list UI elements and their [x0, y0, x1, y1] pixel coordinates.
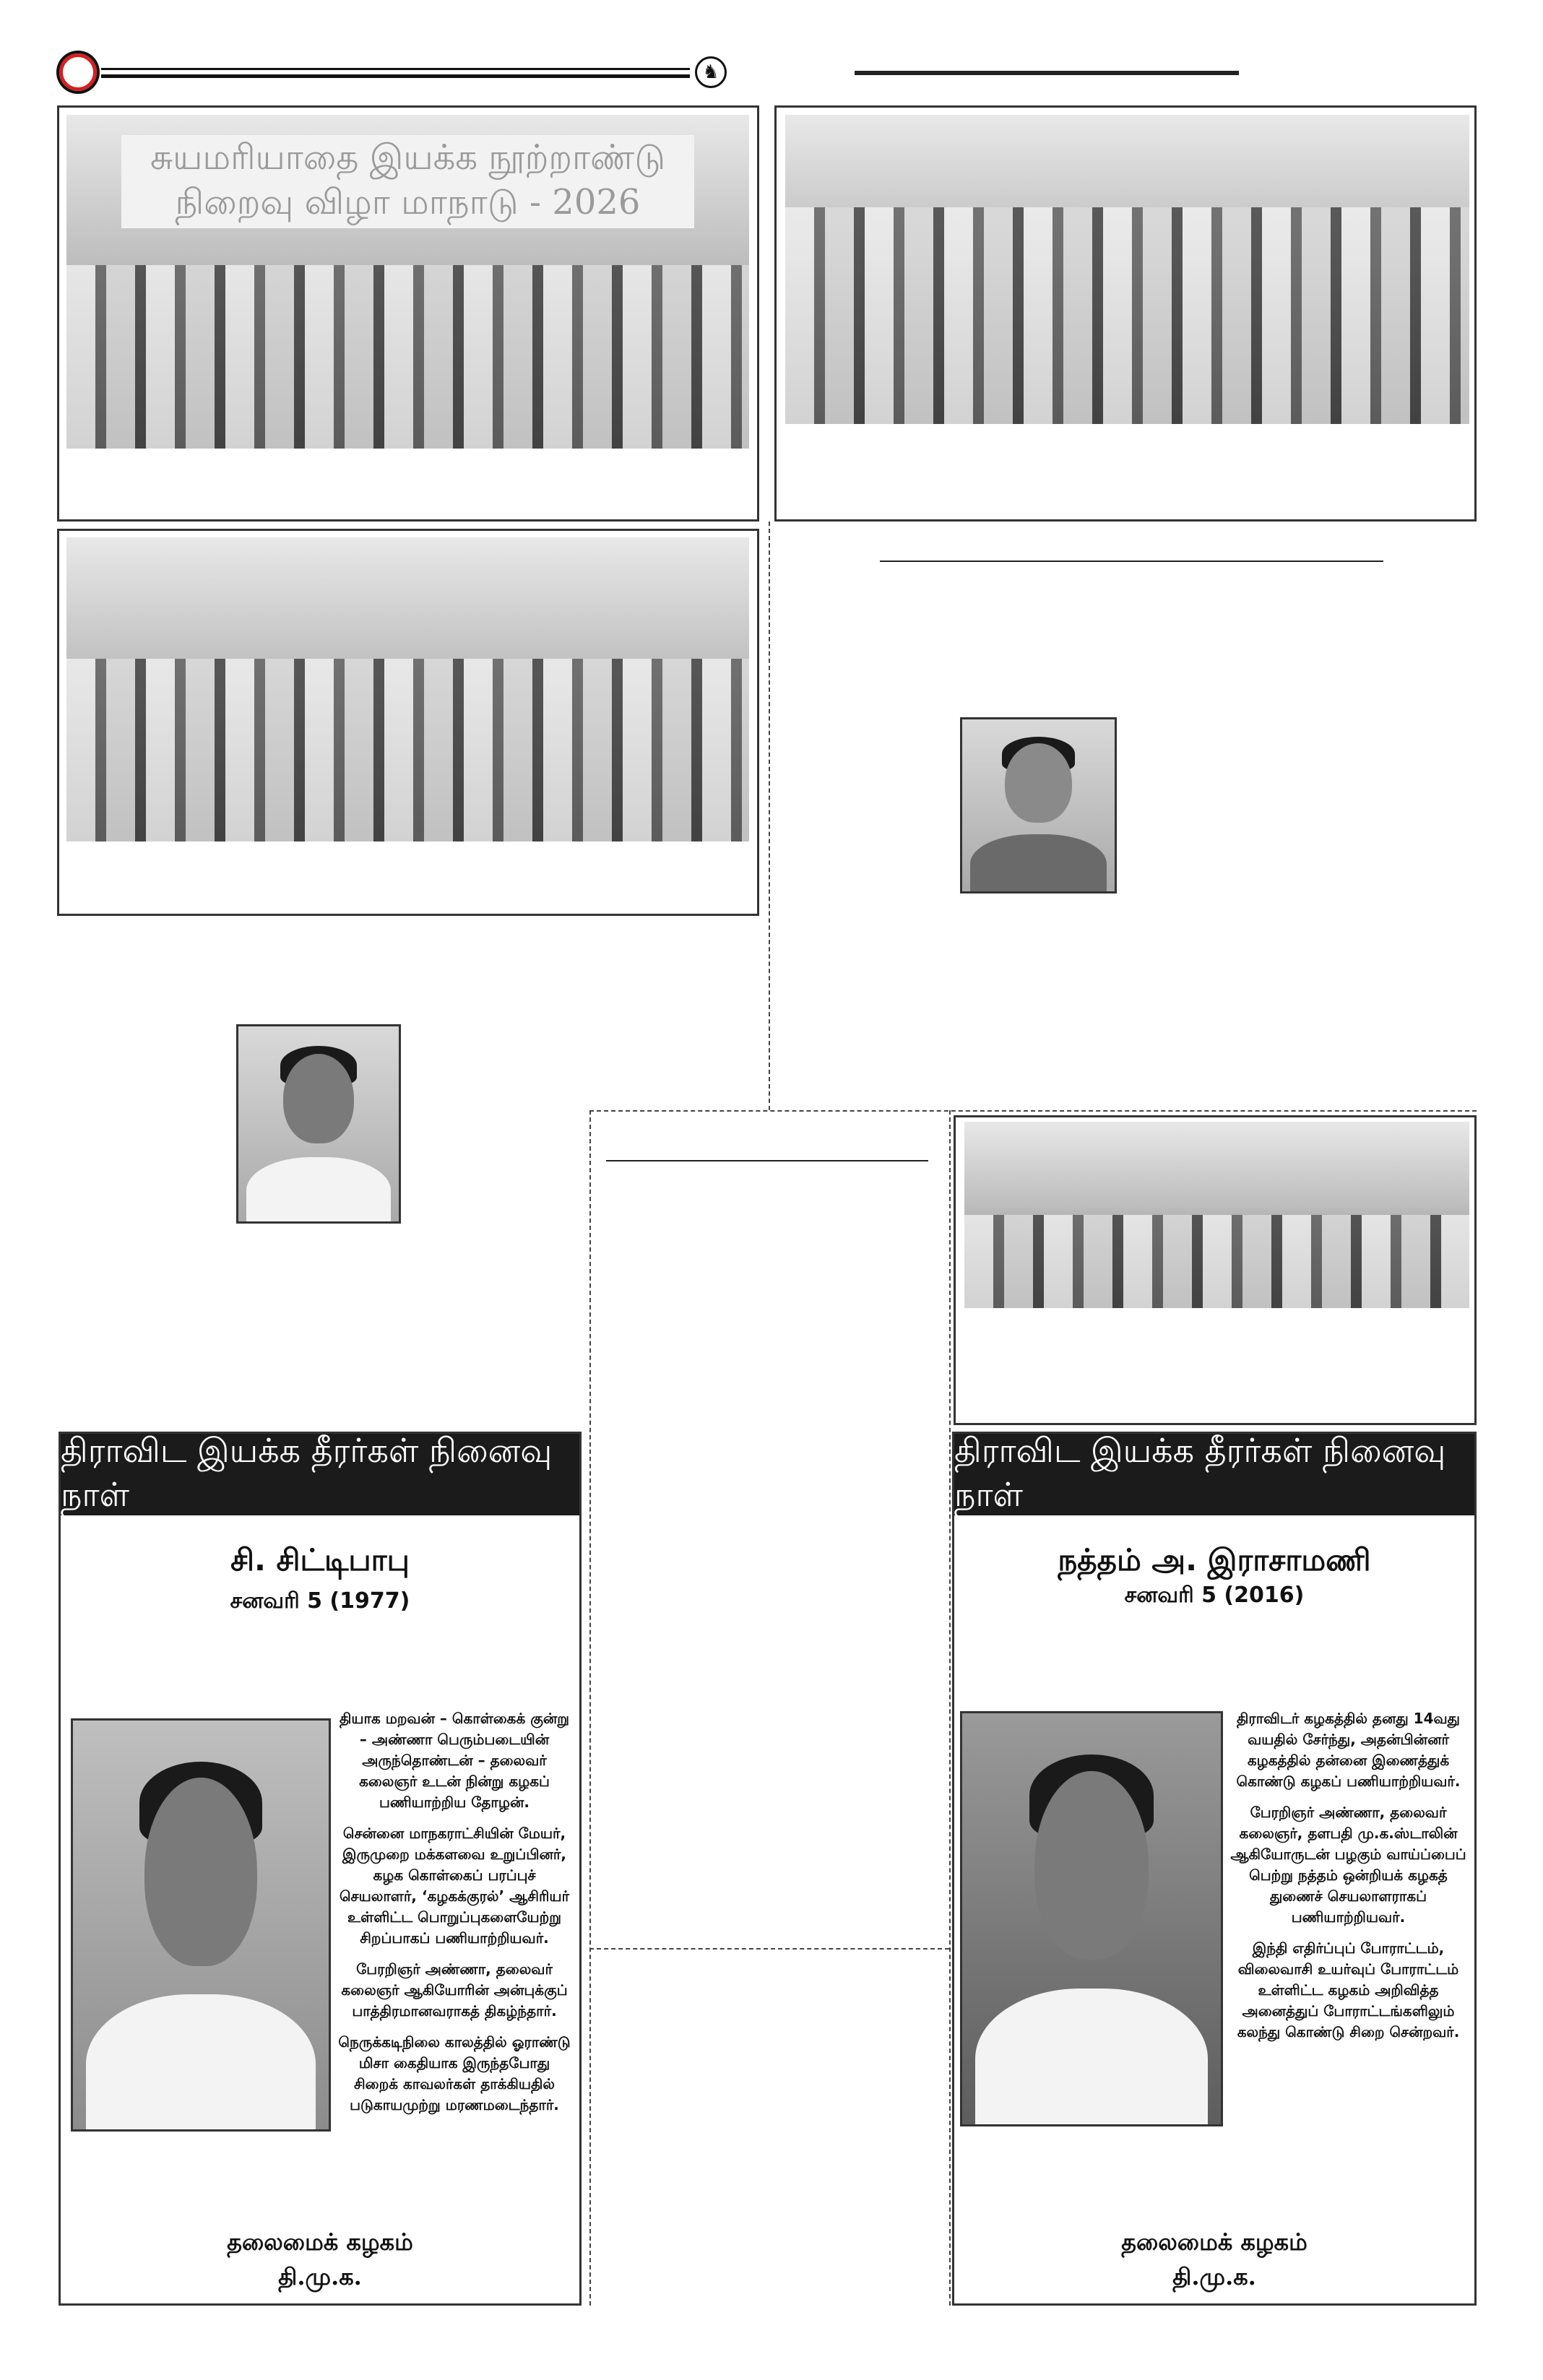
memorial-heading: திராவிட இயக்க தீரர்கள் நினைவு நாள் [954, 1434, 1474, 1515]
memorial-footer-party: தி.மு.க. [278, 2263, 362, 2290]
photo-banner-text: சுயமரியாதை இயக்க நூற்றாண்டு நிறைவு விழா மாநாடு - 2026 [121, 135, 695, 228]
event-photo-hall-meeting [964, 1122, 1469, 1308]
red-ring-icon [59, 53, 97, 91]
column-rule [880, 561, 1383, 562]
event-photo-conference [66, 115, 749, 449]
memorial-footer-org: தலைமைக் கழகம் [1121, 2228, 1308, 2256]
memorial-footer-party: தி.மு.க. [1172, 2263, 1256, 2290]
memorial-portrait [960, 1711, 1223, 2126]
header-double-rule [101, 68, 690, 78]
bio-paragraph: நெருக்கடிநிலை காலத்தில் ஓராண்டு மிசா கைதியாக இருந்தபோது சிறைக் காவலர்கள் தாக்கியதில் படுகாயமுற்று மரணமடைந்தார். [338, 2033, 571, 2113]
portrait-man [236, 1024, 401, 1224]
dashed-divider [589, 1948, 949, 1950]
memorial-date: சனவரி 5 (2016) [1124, 1583, 1305, 1608]
memorial-biography [1227, 1708, 1469, 2053]
memorial-date: சனவரி 5 (1977) [230, 1588, 410, 1614]
memorial-heading: திராவிட இயக்க தீரர்கள் நினைவு நாள் [61, 1434, 579, 1515]
photo-box-4 [954, 1115, 1477, 1425]
bio-paragraph: இந்தி எதிர்ப்புப் போராட்டம், விலைவாசி உயர்வுப் போராட்டம் உள்ளிட்ட கழகம் அறிவித்த அனைத்துப் போராட்டங்களிலும் கலந்து கொண்டு சிறை சென்றவர். [1237, 1939, 1460, 2041]
photo-box-3 [57, 529, 759, 916]
event-photo-meeting [66, 537, 749, 841]
bio-paragraph: திராவிடர் கழகத்தில் தனது 14வது வயதில் சேர்ந்து, அதன்பின்னர் கழகத்தில் தன்னை இணைத்துக் கொண்டு கழகப் பணியாற்றியவர். [1236, 1710, 1461, 1790]
event-photo-award [785, 115, 1469, 424]
photo-box-1 [57, 105, 759, 522]
dashed-divider [949, 1110, 951, 2306]
photo-box-2 [774, 105, 1477, 522]
bio-paragraph: சென்னை மாநகராட்சியின் மேயர், இருமுறை மக்களவை உறுப்பினர், கழக கொள்கைப் பரப்புச் செயலாளர், ‘கழகக்குரல்’ ஆசிரியர் உள்ளிட்ட பொறுப்புகளையேற்று சிறப்பாகப் பணியாற்றியவர். [339, 1825, 570, 1947]
section-rule [855, 71, 1239, 75]
party-emblem-icon: ♞ [695, 56, 727, 88]
bio-paragraph: தியாக மறவன் – கொள்கைக் குன்று – அண்ணா பெரும்படையின் அருந்தொண்டன் – தலைவர் கலைஞர் உடன் நின்று கழகப் பணியாற்றிய தோழன். [339, 1710, 569, 1811]
dashed-divider [769, 522, 770, 1110]
portrait-woman [960, 717, 1117, 893]
memorial-ad-chittibabu [59, 1432, 582, 2306]
dashed-divider [589, 1110, 591, 2306]
memorial-biography [335, 1708, 574, 2126]
dashed-divider [589, 1110, 1477, 1112]
memorial-name: சி. சிட்டிபாபு [230, 1542, 410, 1578]
memorial-ad-rasamani [952, 1432, 1477, 2306]
memorial-footer-org: தலைமைக் கழகம் [227, 2228, 413, 2256]
memorial-portrait [71, 1718, 331, 2132]
bio-paragraph: பேரறிஞர் அண்ணா, தலைவர் கலைஞர் ஆகியோரின் அன்புக்குப் பாத்திரமானவராகத் திகழ்ந்தார். [341, 1960, 568, 2020]
memorial-name: நத்தம் அ. இராசாமணி [1058, 1542, 1371, 1578]
bio-paragraph: பேரறிஞர் அண்ணா, தலைவர் கலைஞர், தளபதி மு.க.ஸ்டாலின் ஆகியோருடன் பழகும் வாய்ப்பைப் பெற்று நத்தம் ஒன்றியக் கழகத் துணைச் செயலாளராகப் பணியாற்றியவர். [1230, 1804, 1466, 1926]
column-rule [606, 1160, 928, 1161]
